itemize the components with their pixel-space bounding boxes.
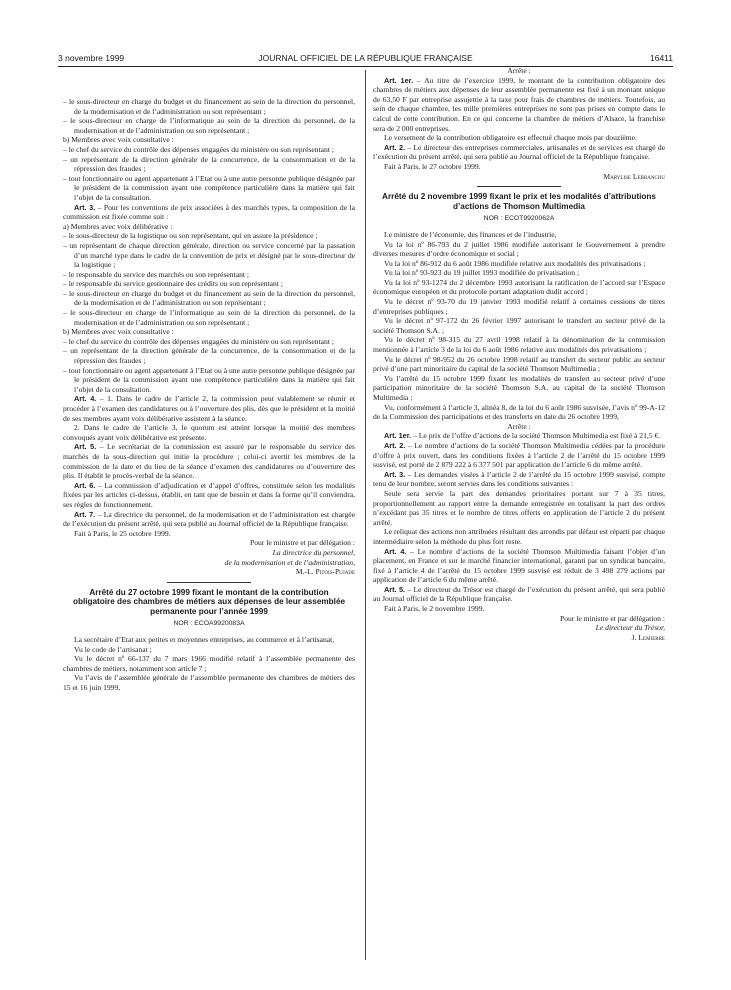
article-7	[63, 510, 355, 529]
signature-delegation: Pour le ministre et par délégation :	[559, 613, 665, 623]
paragraph: Vu l’arrêté du 15 octobre 1999 fixant les modalités de transfert au secteur privé d’une participation minoritaire de la société Thomson S.A. au capital de la société Thomson Multimedia ;	[373, 373, 665, 402]
article-text: – Le nombre d’actions de la société Thomson Multimedia cédées par la procédure d’offre à prix ouvert, dans les conditions fixées à l’article 2 de l’arrêté du 15 octobre 1999 susvisé, est porté de 2 879 222 à 6 377 501 par application de l’article 6 du même arrêté.	[373, 440, 666, 470]
article-label: Art. 7.	[74, 509, 96, 519]
paragraph: Le versement de la contribution obligatoire est effectué chaque mois par douzième.	[384, 133, 637, 143]
article-label: Art. 3.	[74, 202, 96, 212]
article-label: Art. 3.	[384, 469, 406, 479]
signature-name: Marylise Lebranchu	[603, 171, 665, 181]
paragraph: – le chef du service du contrôle des dépenses engagées du ministère ou son représentant ;	[63, 144, 334, 154]
paragraph: – le sous-directeur en charge du budget et du financement au sein de la direction du personnel, de la modernisation et de l’administration ou son représentant ;	[63, 97, 355, 116]
article-label: Art. 5.	[384, 584, 406, 594]
signature-name: M.-L. Pitois-Pujade	[295, 567, 355, 577]
paragraph: – tout fonctionnaire ou agent appartenant à l’Etat ou à une autre personne publique désignée par le président de la commission ayant une compétence particulière dans la matière qui fait l’objet de la consultation.	[63, 365, 355, 394]
arrete-heading: Arrête :	[507, 66, 531, 75]
signature-delegation: Pour le ministre et par délégation :	[249, 538, 355, 548]
paragraph: Vu la loi nº 86-793 du 2 juillet 1986 modifiée autorisant le Gouvernement à prendre diverses mesures d’ordre économique et social ;	[373, 239, 665, 259]
article-text: – Le directeur du Trésor est chargé de l’exécution du présent arrêté, qui sera publié au Journal officiel de la République française.	[373, 584, 665, 604]
paragraph: Vu le code de l’artisanat ;	[74, 644, 152, 654]
paragraph: Vu le décret nº 93-70 du 19 janvier 1993 modifié relatif à certaines cessions de titres d’entreprises publiques ;	[373, 297, 665, 316]
article-3	[63, 203, 355, 222]
signature-role: La directrice du personnel,	[272, 547, 355, 557]
article-3	[373, 470, 665, 489]
paragraph: Vu la loi nº 93-1274 du 2 décembre 1993 autorisant la ratification de l’accord sur l’Espace économique européen et du protocole portant adaptation dudit accord ;	[373, 277, 665, 297]
article-4	[373, 547, 665, 585]
column-divider	[365, 70, 366, 960]
paragraph: Seule sera servie la part des demandes prioritaires portant sur 7 à 35 titres, proportionnellement au rapport entre la demande enregistrée en totalisant la part des ordres n’excédant pas 35 titres et le nombre de titres offerts en application de l’article 2 du présent arrêté.	[373, 488, 665, 527]
decree-nor: NOR : ECOT9920062A	[483, 215, 555, 223]
article-5	[373, 585, 665, 604]
left-column	[63, 97, 355, 693]
article-1	[373, 431, 665, 441]
paragraph: – le sous-directeur en charge de l’informatique au sein de la direction du personnel, de la modernisation et de l’administration ou son représentant ;	[63, 308, 355, 327]
paragraph: Vu la loi nº 93-923 du 19 juillet 1993 modifiée de privatisation ;	[384, 268, 580, 278]
paragraph: a) Membres avec voix délibérative :	[63, 221, 173, 231]
header-date: 3 novembre 1999	[58, 53, 125, 63]
article-label: Art. 4.	[384, 546, 407, 556]
paragraph: – le responsable du service gestionnaire des crédits ou son représentant ;	[63, 279, 283, 289]
article-2	[373, 441, 665, 470]
paragraph: – un représentant de la direction générale de la concurrence, de la consommation et de la répression des fraudes ;	[63, 346, 355, 366]
article-text: – Le directeur des entreprises commerciales, artisanales et de services est chargé de l’exécution du présent arrêté, qui sera publié au Journal officiel de la République française.	[373, 142, 665, 162]
page-header	[58, 53, 673, 67]
article-label: Art. 6.	[74, 480, 96, 490]
signature-name: J. Lemierre	[631, 632, 665, 642]
paragraph: Vu l’avis de l’assemblée générale de l’assemblée permanente des chambres de métiers des 15 et 16 juin 1999,	[63, 673, 355, 693]
article-label: Art. 5.	[74, 442, 97, 452]
paragraph: – le responsable du service des marchés ou son représentant ;	[63, 269, 249, 279]
paragraph: Vu le décret nº 98-952 du 26 octobre 1998 relatif au transfert du secteur public au secteur privé d’une part minoritaire du capital de la société Thomson Multimedia ;	[373, 354, 665, 374]
decree-title: Arrêté du 27 octobre 1999 fixant le montant de la contribution obligatoire des chambres de métiers aux dépenses de leur assemblée permanente pour l’année 1999	[72, 587, 346, 616]
section-separator	[477, 186, 561, 187]
article-2	[373, 143, 665, 162]
header-page-number: 16411	[649, 53, 673, 63]
paragraph: Vu, conformément à l’article 3, alinéa 8, de la loi du 6 août 1986 susvisée, l’avis nº 99-A-12 de la Commission des participations et des transferts en date du 26 octobre 1999,	[373, 402, 665, 422]
decree-nor: NOR : ECOA9920083A	[173, 620, 245, 628]
paragraph: – le sous-directeur en charge de l’informatique au sein de la direction du personnel, de la modernisation et de l’administration ou son représentant ;	[63, 116, 355, 135]
paragraph: Vu le décret nº 66-137 du 7 mars 1966 modifié relatif à l’assemblée permanente des chambres de métiers, notamment son article 7 ;	[63, 654, 355, 673]
paragraph: – un représentant de chaque direction générale, direction ou service concerné par la passation d’un marché type dans le cadre de la convention de prix et désigné par le sous-directeur de la logistique ;	[63, 240, 355, 270]
article-6	[63, 481, 355, 510]
paragraph: 2. Dans le cadre de l’article 3, le quorum est atteint lorsque la moitié des membres convoqués ayant voix délibérative est présente.	[63, 423, 355, 442]
article-5	[63, 442, 355, 480]
date-line: Fait à Paris, le 2 novembre 1999.	[384, 604, 485, 614]
paragraph: – un représentant de la direction générale de la concurrence, de la consommation et de la répression des fraudes ;	[63, 154, 355, 174]
signature-role: Le directeur du Trésor,	[595, 623, 665, 633]
paragraph: – le chef du service du contrôle des dépenses engagées du ministère ou son représentant ;	[63, 336, 334, 346]
right-column	[373, 66, 665, 642]
arrete-heading: Arrête :	[507, 421, 531, 431]
article-text: – 1. Dans le cadre de l’article 2, la commission peut valablement se réunir et procéder à l’examen des candidatures ou à l’ouverture des plis, dès que le président et la moitié de ses membres ayant voix délibérative assistent à la séance.	[63, 394, 355, 423]
paragraph: Vu le décret nº 98-315 du 27 avril 1998 relatif à la dénomination de la commission mentionnée à l’article 3 de la loi du 6 août 1986 relative aux modalités des privatisations ;	[373, 335, 665, 355]
article-text: – La directrice du personnel, de la modernisation et de l’administration est chargée de l’exécution du présent arrêté, qui sera publié au Journal officiel de la République française.	[63, 509, 355, 529]
date-line: Fait à Paris, le 27 octobre 1999.	[384, 161, 481, 171]
date-line: Fait à Paris, le 25 octobre 1999.	[74, 528, 171, 538]
decree-title: Arrêté du 2 novembre 1999 fixant le prix et les modalités d’attributions d’actions de Thomson Multimedia	[382, 192, 656, 211]
article-4	[63, 394, 355, 423]
article-text: – Pour les conventions de prix associées à des marchés types, la composition de la commission est fixée comme suit :	[63, 202, 355, 222]
article-text: – Les demandes visées à l’article 2 de l’arrêté du 15 octobre 1999 susvisé, compte tenu de leur nombre, seront servies dans les conditions suivantes :	[373, 469, 665, 489]
section-separator	[167, 582, 251, 583]
paragraph: Vu la loi nº 86-912 du 6 août 1986 modifiée relative aux modalités des privatisations ;	[384, 258, 646, 268]
header-journal-title: JOURNAL OFFICIEL DE LA RÉPUBLIQUE FRANÇAISE	[258, 53, 473, 63]
paragraph: Le ministre de l’économie, des finances et de l’industrie,	[384, 229, 557, 239]
paragraph: Le reliquat des actions non attribuées résultant des arrondis par défaut est réparti par chaque intermédiaire selon la méthode du plus fort reste.	[373, 527, 665, 546]
article-label: Art. 1er.	[384, 431, 412, 441]
article-1	[373, 76, 665, 134]
article-text: – Le prix de l’offre d’actions de la société Thomson Multimedia est fixé à 21,5 €.	[411, 431, 661, 441]
paragraph: – le sous-directeur en charge du budget et du financement au sein de la direction du personnel, de la modernisation et de l’administration ou son représentant ;	[63, 288, 355, 308]
signature-role: de la modernisation et de l’administration,	[224, 557, 355, 567]
paragraph: – tout fonctionnaire ou agent appartenant à l’Etat ou à une autre personne publique désignée par le président de la commission ayant une compétence particulière dans la matière qui fait l’objet de la consultation.	[63, 173, 355, 202]
article-label: Art. 2.	[384, 142, 406, 152]
article-text: – La commission d’adjudication et d’appel d’offres, constituée selon les modalités fixées par les articles ci-dessus, établit, en tant que de besoin et dans la forme qu’il conviendra, ses règles de fonctionnement.	[63, 480, 355, 509]
paragraph: Vu le décret nº 97-172 du 26 février 1997 autorisant le transfert au secteur privé de la société Thomson S.A. ;	[373, 316, 665, 335]
paragraph: La secrétaire d’Etat aux petites et moyennes entreprises, au commerce et à l’artisanat,	[74, 635, 335, 645]
paragraph: b) Membres avec voix consultative :	[63, 135, 174, 145]
article-text: – Le secrétariat de la commission est assuré par le responsable du service des marchés de la sous-direction qui initie la procédure ; celui-ci avertit les membres de la commission de la date et du lieu de la séance d’examen des candidatures ou d’ouverture des plis. Il établit le procès-verbal de la séance.	[63, 442, 355, 481]
article-label: Art. 1er.	[384, 75, 414, 85]
article-text: – Le nombre d’actions de la société Thomson Multimedia faisant l’objet d’un placement, en France et sur le marché financier international, garanti par un syndicat bancaire, fixé à l’article 4 de l’arrêté du 15 octobre 1999 susvisé est réduit de 3 498 279 actions par application de l’article 6 du même arrêté.	[373, 546, 665, 585]
article-text: – Au titre de l’exercice 1999, le montant de la contribution obligatoire des chambres de métiers aux dépenses de leur assemblée permanente est fixé à un montant unique de 63,50 F par entreprise assujettie à la taxe pour frais de chambres de métiers. Toutefois, au sein de chaque chambre, les mille premières entreprises ne sont pas prises en compte dans le calcul de cette contribution. En ce qui concerne la chambre de métiers d’Alsace, la franchise sera de 2 000 entreprises.	[373, 75, 665, 133]
article-label: Art. 2.	[384, 440, 406, 450]
article-label: Art. 4.	[74, 394, 97, 404]
paragraph: – le sous-directeur de la logistique ou son représentant, qui en assure la présidence ;	[63, 231, 318, 241]
paragraph: b) Membres avec voix consultative :	[63, 327, 174, 337]
